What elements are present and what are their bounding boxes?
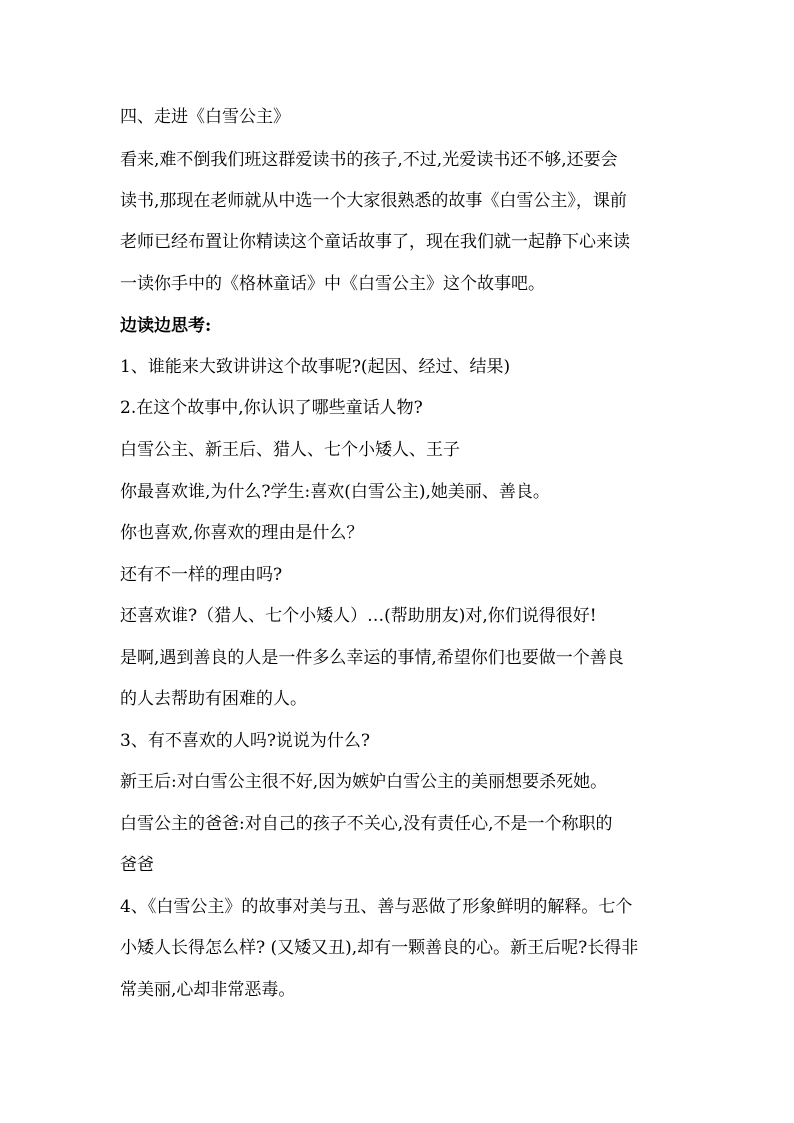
paragraph-line: 爸爸: [120, 855, 154, 875]
section-heading: 四、走进《白雪公主》: [120, 107, 290, 127]
paragraph-line: 你最喜欢谁,为什么?学生:喜欢(白雪公主),她美丽、善良。: [120, 482, 550, 502]
paragraph-line: 常美丽,心却非常恶毒。: [120, 980, 296, 1000]
question-2: 2.在这个故事中,你认识了哪些童话人物?: [120, 398, 423, 418]
paragraph-line: 小矮人长得怎么样? (又矮又丑),却有一颗善良的心。新王后呢?长得非: [120, 938, 639, 958]
paragraph-line: 一读你手中的《格林童话》中《白雪公主》这个故事吧。: [120, 274, 545, 294]
paragraph-line: 读书,那现在老师就从中选一个大家很熟悉的故事《白雪公主》，课前: [120, 191, 627, 211]
paragraph-line: 看来,难不倒我们班这群爱读书的孩子,不过,光爱读书还不够,还要会: [120, 150, 618, 170]
paragraph-line: 老师已经布置让你精读这个童话故事了，现在我们就一起静下心来读: [120, 232, 630, 252]
question-4: 4、《白雪公主》的故事对美与丑、善与恶做了形象鲜明的解释。七个: [120, 897, 633, 917]
paragraph-line: 的人去帮助有困难的人。: [120, 689, 307, 709]
paragraph-line: 是啊,遇到善良的人是一件多么幸运的事情,希望你们也要做一个善良: [120, 648, 624, 668]
paragraph-line: 还喜欢谁?（猎人、七个小矮人）…(帮助朋友)对,你们说得很好!: [120, 606, 597, 626]
paragraph-line: 新王后:对白雪公主很不好,因为嫉妒白雪公主的美丽想要杀死她。: [120, 772, 608, 792]
question-1: 1、谁能来大致讲讲这个故事呢?(起因、经过、结果): [120, 357, 511, 377]
question-3: 3、有不喜欢的人吗?说说为什么?: [120, 731, 371, 751]
subheading: 边读边思考:: [120, 316, 212, 336]
paragraph-line: 白雪公主、新王后、猎人、七个小矮人、王子: [120, 440, 460, 460]
paragraph-line: 白雪公主的爸爸:对自己的孩子不关心,没有责任心,不是一个称职的: [120, 814, 613, 834]
paragraph-line: 还有不一样的理由吗?: [120, 565, 283, 585]
paragraph-line: 你也喜欢,你喜欢的理由是什么？: [120, 523, 364, 543]
